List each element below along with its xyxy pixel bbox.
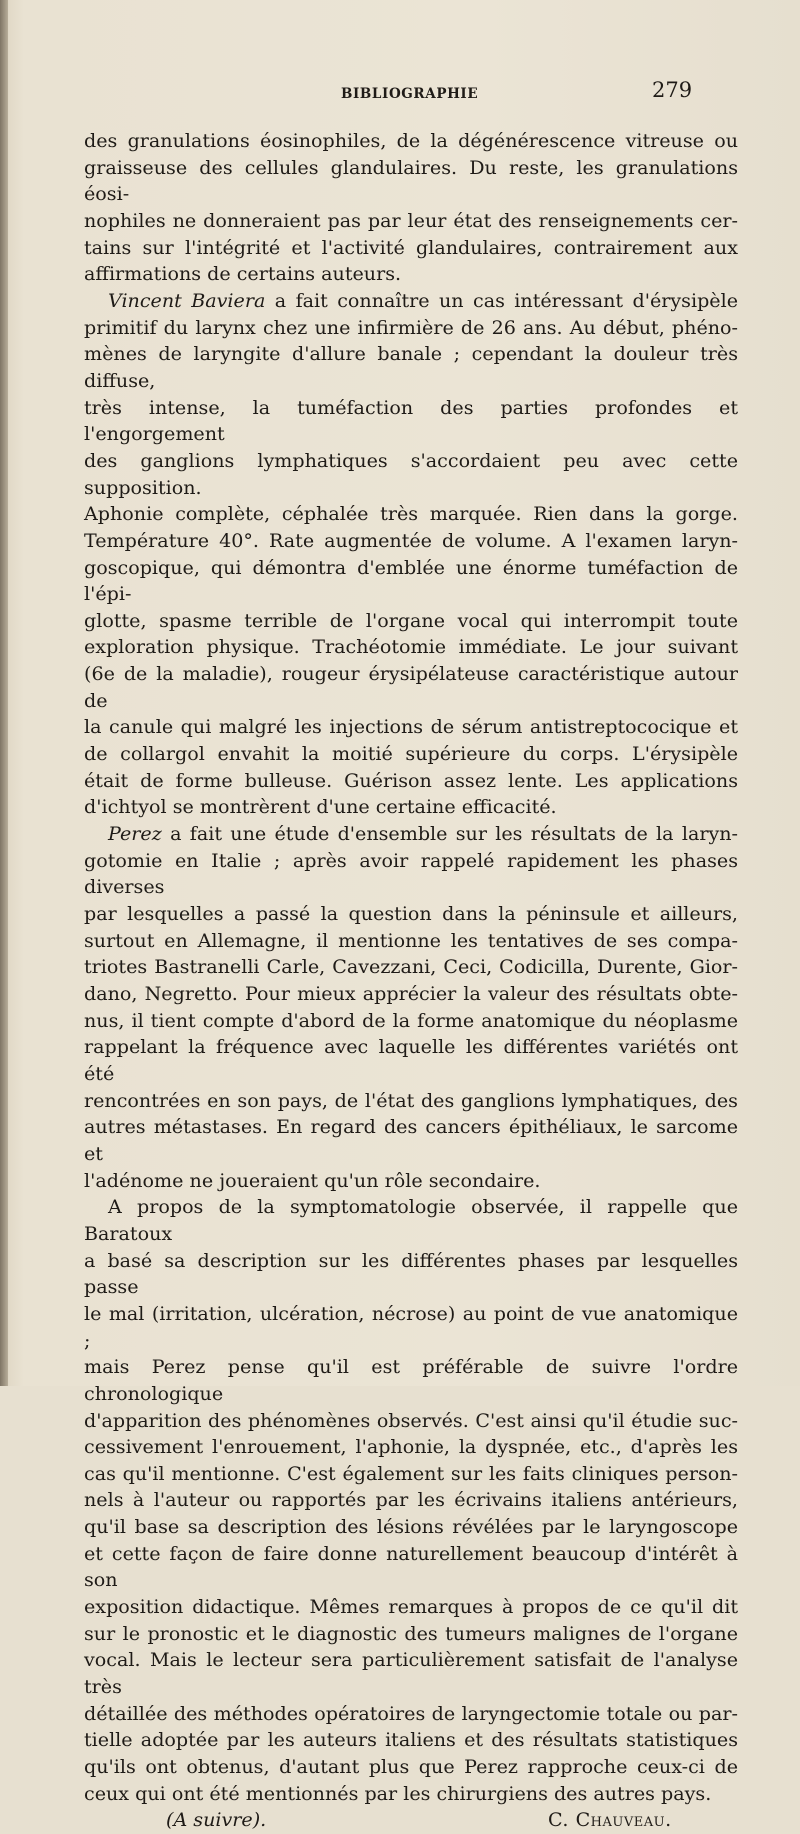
text-line: exploration physique. Trachéotomie immédiate. Le jour suivant [84, 635, 738, 659]
text-line: ceux qui ont été mentionnés par les chirurgiens des autres pays. [84, 1781, 712, 1805]
paragraph-granulations [84, 128, 738, 288]
text-line: exposition didactique. Mêmes remarques à propos de ce qu'il dit [84, 1595, 738, 1619]
text-line: qu'ils ont obtenus, d'autant plus que Perez rapproche ceux-ci de [84, 1755, 738, 1779]
text-line: mènes de laryngite d'allure banale ; cependant la douleur très diffuse, [84, 342, 738, 392]
article-body [84, 128, 738, 1833]
text-line: dano, Negretto. Pour mieux apprécier la valeur des résultats obte- [84, 982, 738, 1005]
text-line: sur le pronostic et le diagnostic des tumeurs malignes de l'organe [84, 1621, 738, 1645]
text-line: par lesquelles a passé la question dans la péninsule et ailleurs, [84, 902, 738, 926]
article-footer [84, 1807, 738, 1833]
text-line: rencontrées en son pays, de l'état des ganglions lymphatiques, des [84, 1088, 738, 1112]
page-binding-shadow [0, 0, 8, 1386]
text-line: goscopique, qui démontra d'emblée une énorme tuméfaction de l'épi- [84, 555, 738, 606]
text-line: tielle adoptée par les auteurs italiens et des résultats statistiques [84, 1728, 738, 1752]
text-line: était de forme bulleuse. Guérison assez lente. Les applications [84, 768, 738, 792]
text-line: Vincent Baviera a fait connaître un cas intéressant d'érysipèle [108, 288, 738, 312]
text-line: très intense, la tuméfaction des parties profondes et l'engorgement [84, 395, 738, 446]
text-line: tains sur l'intégrité et l'activité glandulaires, contrairement aux [84, 235, 738, 259]
text-line: la canule qui malgré les injections de sérum antistreptococique et [84, 715, 738, 739]
text-line: gotomie en Italie ; après avoir rappelé rapidement les phases diverses [84, 848, 738, 899]
text-line: nus, il tient compte d'abord de la forme anatomique du néoplasme [84, 1008, 738, 1032]
text-line: et cette façon de faire donne naturellement beaucoup d'intérêt à son [84, 1541, 738, 1592]
text-line: des granulations éosinophiles, de la dégénérescence vitreuse ou [84, 129, 738, 152]
text-line: mais Perez pense qu'il est préférable de suivre l'ordre chronologique [84, 1355, 738, 1405]
text-line: rappelant la fréquence avec laquelle les différentes variétés ont été [84, 1035, 738, 1085]
text-line: d'apparition des phénomènes observés. C'est ainsi qu'il étudie suc- [84, 1408, 738, 1432]
author-name: Perez [108, 822, 162, 846]
text-line: Température 40°. Rate augmentée de volume. A l'examen laryn- [84, 528, 738, 552]
text-line: Perez a fait une étude d'ensemble sur les résultats de la laryn- [108, 822, 738, 846]
text-line: de collargol envahit la moitié supérieure du corps. L'érysipèle [84, 742, 738, 766]
text-line: nophiles ne donneraient pas par leur état des renseignements cer- [84, 208, 738, 232]
text-line: graisseuse des cellules glandulaires. Du reste, les granulations éosi- [84, 155, 738, 206]
page-number: 279 [652, 78, 693, 102]
text-line: détaillée des méthodes opératoires de laryngectomie totale ou par- [84, 1701, 738, 1725]
to-be-continued: (A suivre). [166, 1808, 267, 1832]
text-line: a basé sa description sur les différentes phases par lesquelles passe [84, 1248, 738, 1299]
page-header [60, 76, 740, 112]
text-line: triotes Bastranelli Carle, Cavezzani, Ceci, Codicilla, Durente, Gior- [84, 955, 738, 979]
paragraph-perez [84, 821, 738, 1194]
text-line: cessivement l'enrouement, l'aphonie, la dyspnée, etc., d'après les [84, 1435, 738, 1459]
text-line: primitif du larynx chez une infirmière de 26 ans. Au début, phéno- [84, 315, 738, 339]
author-signature: C. Chauveau. [548, 1808, 672, 1832]
author-name: Vincent Baviera [108, 288, 266, 312]
text-line: surtout en Allemagne, il mentionne les tentatives de ses compa- [84, 928, 738, 952]
text-line: des ganglions lymphatiques s'accordaient peu avec cette supposition. [84, 448, 738, 499]
text-line: glotte, spasme terrible de l'organe vocal qui interrompit toute [84, 608, 738, 632]
text-line: l'adénome ne joueraient qu'un rôle secondaire. [84, 1168, 541, 1192]
text-line: vocal. Mais le lecteur sera particulièrement satisfait de l'analyse très [84, 1648, 738, 1699]
paragraph-baviera [84, 288, 738, 821]
text-line: qu'il base sa description des lésions révélées par le laryngoscope [84, 1515, 738, 1539]
paragraph-symptomatologie [84, 1194, 738, 1807]
text-line: (6e de la maladie), rougeur érysipélateuse caractéristique autour de [84, 662, 738, 712]
text-line: affirmations de certains auteurs. [84, 262, 402, 286]
text-line: autres métastases. En regard des cancers épithéliaux, le sarcome et [84, 1115, 738, 1165]
text-line: d'ichtyol se montrèrent d'une certaine efficacité. [84, 795, 557, 819]
text-line: le mal (irritation, ulcération, nécrose) au point de vue anatomique ; [84, 1301, 738, 1352]
text-line: Aphonie complète, céphalée très marquée. Rien dans la gorge. [84, 502, 738, 526]
text-line: A propos de la symptomatologie observée, il rappelle que Baratoux [84, 1195, 738, 1245]
text-line: nels à l'auteur ou rapportés par les écrivains italiens antérieurs, [84, 1488, 738, 1512]
running-head: BIBLIOGRAPHIE [341, 86, 479, 102]
text-line: cas qu'il mentionne. C'est également sur les faits cliniques person- [84, 1461, 738, 1485]
